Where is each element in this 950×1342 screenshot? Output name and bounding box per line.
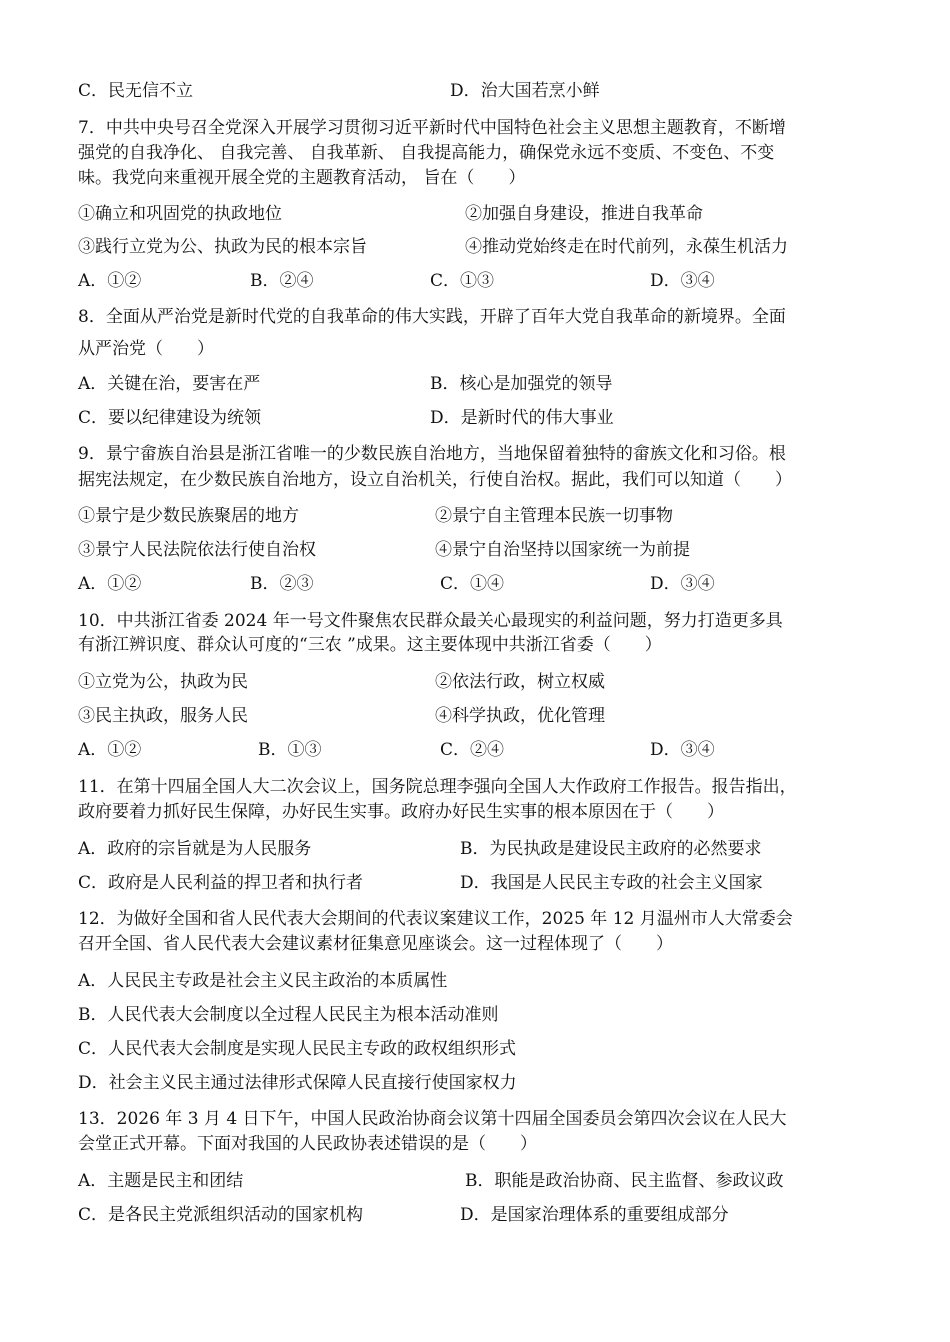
q11-option-a: A．政府的宗旨就是为人民服务 <box>78 839 312 859</box>
q9-items-row-1 <box>78 503 878 529</box>
q10-item-1: ①立党为公，执政为民 <box>78 672 248 692</box>
q13-option-a: A．主题是民主和团结 <box>78 1171 244 1191</box>
q9-option-a: A．①② <box>78 574 142 594</box>
q9-option-c: C．①④ <box>440 574 505 594</box>
q10-option-c: C．②④ <box>440 740 505 760</box>
q7-item-2: ②加强自身建设，推进自我革命 <box>465 204 703 224</box>
q11-options-row-1 <box>78 836 878 862</box>
q12-option-d: D．社会主义民主通过法律形式保障人民直接行使国家权力 <box>78 1073 517 1093</box>
q8-option-a: A．关键在治，要害在严 <box>78 374 261 394</box>
q8-options-row-1 <box>78 371 878 397</box>
q10-option-d: D．③④ <box>650 740 715 760</box>
q12-option-c: C．人民代表大会制度是实现人民民主专政的政权组织形式 <box>78 1039 517 1059</box>
q7-item-1: ①确立和巩固党的执政地位 <box>78 204 282 224</box>
q9-stem-line-2: 据宪法规定，在少数民族自治地方，设立自治机关，行使自治权。据此，我们可以知道（ ） <box>78 470 792 490</box>
q11-option-c: C．政府是人民利益的捍卫者和执行者 <box>78 873 364 893</box>
q10-item-2: ②依法行政，树立权威 <box>435 672 605 692</box>
q13-option-d: D．是国家治理体系的重要组成部分 <box>460 1205 729 1225</box>
q9-stem-line-1: 9．景宁畲族自治县是浙江省唯一的少数民族自治地方，当地保留着独特的畲族文化和习俗。根 <box>78 444 786 464</box>
q7-option-b: B．②④ <box>250 271 314 291</box>
q7-items-row-1 <box>78 201 878 227</box>
q13-stem-line-1: 13．2026 年 3 月 4 日下午，中国人民政治协商会议第十四届全国委员会第四次会议在人民大 <box>78 1109 787 1129</box>
q7-item-3: ③践行立党为公、执政为民的根本宗旨 <box>78 237 367 257</box>
q7-option-d: D．③④ <box>650 271 715 291</box>
prev-options-row <box>78 78 878 104</box>
q7-items-row-2 <box>78 234 878 260</box>
q9-item-3: ③景宁人民法院依法行使自治权 <box>78 540 316 560</box>
prev-option-c: C．民无信不立 <box>78 81 194 101</box>
q10-option-a: A．①② <box>78 740 142 760</box>
q13-option-c: C．是各民主党派组织活动的国家机构 <box>78 1205 364 1225</box>
q7-options-row <box>78 268 878 294</box>
q12-stem-line-2: 召开全国、省人民代表大会建议素材征集意见座谈会。这一过程体现了（ ） <box>78 934 673 954</box>
q12-stem-line-1: 12．为做好全国和省人民代表大会期间的代表议案建议工作，2025 年 12 月温州市人大常委会 <box>78 909 793 929</box>
q10-items-row-1 <box>78 669 878 695</box>
q8-option-c: C．要以纪律建设为统领 <box>78 408 262 428</box>
q11-option-d: D．我国是人民民主专政的社会主义国家 <box>460 873 763 893</box>
q7-stem-line-1: 7．中共中央号召全党深入开展学习贯彻习近平新时代中国特色社会主义思想主题教育，不断增 <box>78 118 786 138</box>
q9-item-4: ④景宁自治坚持以国家统一为前提 <box>435 540 690 560</box>
q10-stem-line-1: 10．中共浙江省委 2024 年一号文件聚焦农民群众最关心最现实的利益问题，努力打造更多具 <box>78 611 783 631</box>
q9-options-row <box>78 571 878 597</box>
q8-option-b: B．核心是加强党的领导 <box>430 374 613 394</box>
q8-options-row-2 <box>78 405 878 431</box>
q8-stem-line-2: 从严治党（ ） <box>78 339 214 359</box>
q7-stem-line-2: 强党的自我净化、 自我完善、 自我革新、 自我提高能力，确保党永远不变质、不变色、不变 <box>78 143 775 163</box>
q13-stem-line-2: 会堂正式开幕。下面对我国的人民政协表述错误的是（ ） <box>78 1134 537 1154</box>
q10-option-b: B．①③ <box>258 740 322 760</box>
q10-stem-line-2: 有浙江辨识度、群众认可度的“三农 ”成果。这主要体现中共浙江省委（ ） <box>78 635 662 655</box>
q12-option-a: A．人民民主专政是社会主义民主政治的本质属性 <box>78 971 448 991</box>
q8-stem-line-1: 8．全面从严治党是新时代党的自我革命的伟大实践，开辟了百年大党自我革命的新境界。全面 <box>78 307 786 327</box>
q9-option-b: B．②③ <box>250 574 314 594</box>
q11-stem-line-2: 政府要着力抓好民生保障，办好民生实事。政府办好民生实事的根本原因在于（ ） <box>78 802 724 822</box>
q7-option-a: A．①② <box>78 271 142 291</box>
q13-option-b: B．职能是政治协商、民主监督、参政议政 <box>465 1171 784 1191</box>
q10-items-row-2 <box>78 703 878 729</box>
q9-item-2: ②景宁自主管理本民族一切事物 <box>435 506 673 526</box>
q13-options-row-2 <box>78 1202 878 1228</box>
q11-stem-line-1: 11．在第十四届全国人大二次会议上，国务院总理李强向全国人大作政府工作报告。报告指出， <box>78 777 797 797</box>
q7-option-c: C．①③ <box>430 271 495 291</box>
q10-options-row <box>78 737 878 763</box>
q9-item-1: ①景宁是少数民族聚居的地方 <box>78 506 299 526</box>
q11-option-b: B．为民执政是建设民主政府的必然要求 <box>460 839 762 859</box>
q10-item-3: ③民主执政，服务人民 <box>78 706 248 726</box>
q10-item-4: ④科学执政，优化管理 <box>435 706 605 726</box>
q7-item-4: ④推动党始终走在时代前列，永葆生机活力 <box>465 237 788 257</box>
q9-items-row-2 <box>78 537 878 563</box>
q11-options-row-2 <box>78 870 878 896</box>
q13-options-row-1 <box>78 1168 878 1194</box>
q12-option-b: B．人民代表大会制度以全过程人民民主为根本活动准则 <box>78 1005 499 1025</box>
prev-option-d: D．治大国若烹小鲜 <box>450 81 600 101</box>
q8-option-d: D．是新时代的伟大事业 <box>430 408 614 428</box>
q7-stem-line-3: 味。我党向来重视开展全党的主题教育活动， 旨在（ ） <box>78 168 526 188</box>
q9-option-d: D．③④ <box>650 574 715 594</box>
